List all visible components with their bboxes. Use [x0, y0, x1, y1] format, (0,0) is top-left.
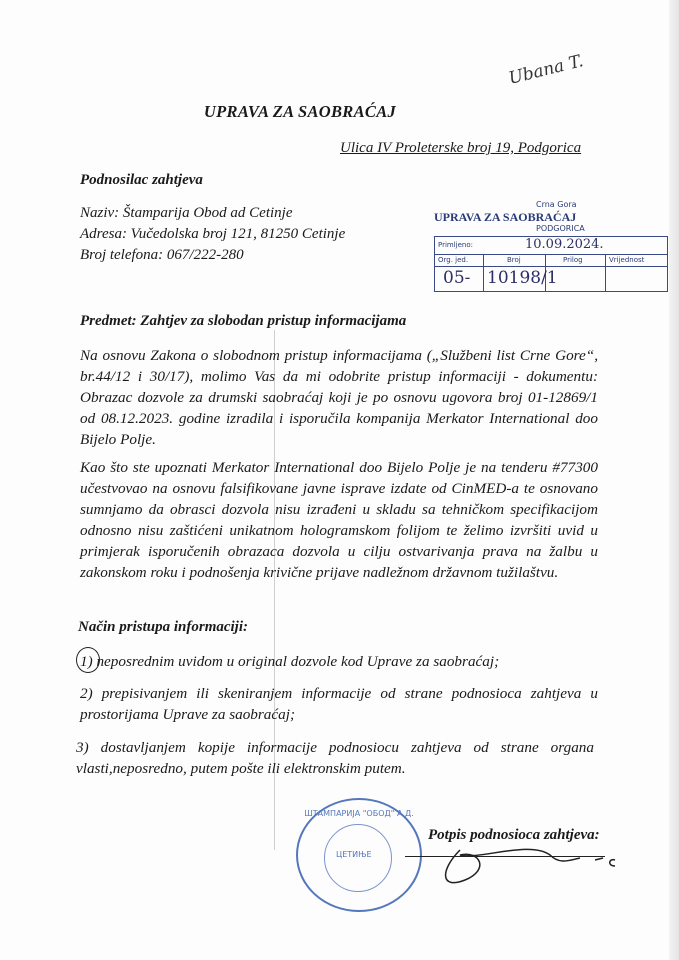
stamp-org-value: 05-	[443, 268, 471, 288]
paragraph-request: Na osnovu Zakona o slobodnom pristup informacijama („Službeni list Crne Gore“, br.44/12 i 30/17), molimo Vas da mi odobrite pristup informaciji - dokumentu: Obrazac dozvole za drumski saobraćaj koji je po osnovu ugovora broj 01-12869/1 od 08.12.2023. godine izradila i isporučila kompanija Merkator International doo Bijelo Polje.	[80, 347, 598, 448]
company-seal	[296, 798, 422, 912]
stamp-org-label: Org. jed.	[438, 256, 469, 264]
applicant-heading: Podnosilac zahtjeva	[80, 172, 203, 188]
access-option-2: 2) prepisivanjem ili skeniranjem informacije od strane podnosioca zahtjeva u prostorijama Uprave za saobraćaj;	[80, 685, 598, 723]
seal-city: ЦЕТИЊЕ	[336, 850, 372, 859]
stamp-authority: UPRAVA ZA SAOBRAĆAJ	[434, 210, 577, 224]
subject-line: Predmet: Zahtjev za slobodan pristup informacijama	[80, 313, 407, 329]
access-option-1: 1) neposrednim uvidom u original dozvole kod Uprave za saobraćaj;	[80, 653, 500, 670]
stamp-number-value: 10198/1	[487, 268, 558, 288]
signature-label: Potpis podnosioca zahtjeva:	[428, 827, 600, 843]
document-title: UPRAVA ZA SAOBRAĆAJ	[203, 102, 397, 121]
seal-text: ШТАМПАРИЈА "ОБОД" А.Д.	[304, 809, 414, 818]
scan-edge	[669, 0, 679, 960]
stamp-country: Crna Gora	[536, 200, 577, 209]
handwritten-signature	[420, 830, 640, 890]
access-heading: Način pristupa informaciji:	[78, 619, 249, 635]
stamp-city: PODGORICA	[536, 224, 585, 233]
handwritten-note: Ubana T.	[506, 51, 586, 89]
stamp-number-label: Broj	[507, 256, 521, 264]
stamp-received-date: 10.09.2024.	[525, 237, 604, 252]
applicant-name: Naziv: Štamparija Obod ad Cetinje	[80, 205, 293, 221]
stamp-attachment-label: Prilog	[563, 256, 583, 264]
access-option-3: 3) dostavljanjem kopije informacije podnosiocu zahtjeva od strane organa vlasti,neposredno, putem pošte ili elektronskim putem.	[76, 739, 594, 777]
applicant-phone: Broj telefona: 067/222-280	[80, 247, 244, 263]
stamp-received-label: Primljeno:	[438, 241, 474, 249]
receipt-stamp	[428, 200, 668, 292]
applicant-address: Adresa: Vučedolska broj 121, 81250 Cetinje	[80, 226, 346, 242]
paragraph-reason: Kao što ste upoznati Merkator International doo Bijelo Polje je na tenderu #77300 učestvovao na osnovu falsifikovane javne isprave izdate od CinMED-a te osnovano sumnjamo da obrasci dozvola nisu izrađeni u skladu sa tehničkom specifikacijom odnosno nisu zaštićeni unikatnom hologramskom folijom te želimo izvršiti uvid u primjerak isporučenih obrazaca dozvola u cilju ostvarivanja prava na žalbu u zakonskom roku i podnošenja krivične prijave nadležnom državnom tužilaštvu.	[80, 459, 598, 581]
recipient-address: Ulica IV Proleterske broj 19, Podgorica	[340, 140, 582, 156]
stamp-value-label: Vrijednost	[609, 256, 645, 264]
